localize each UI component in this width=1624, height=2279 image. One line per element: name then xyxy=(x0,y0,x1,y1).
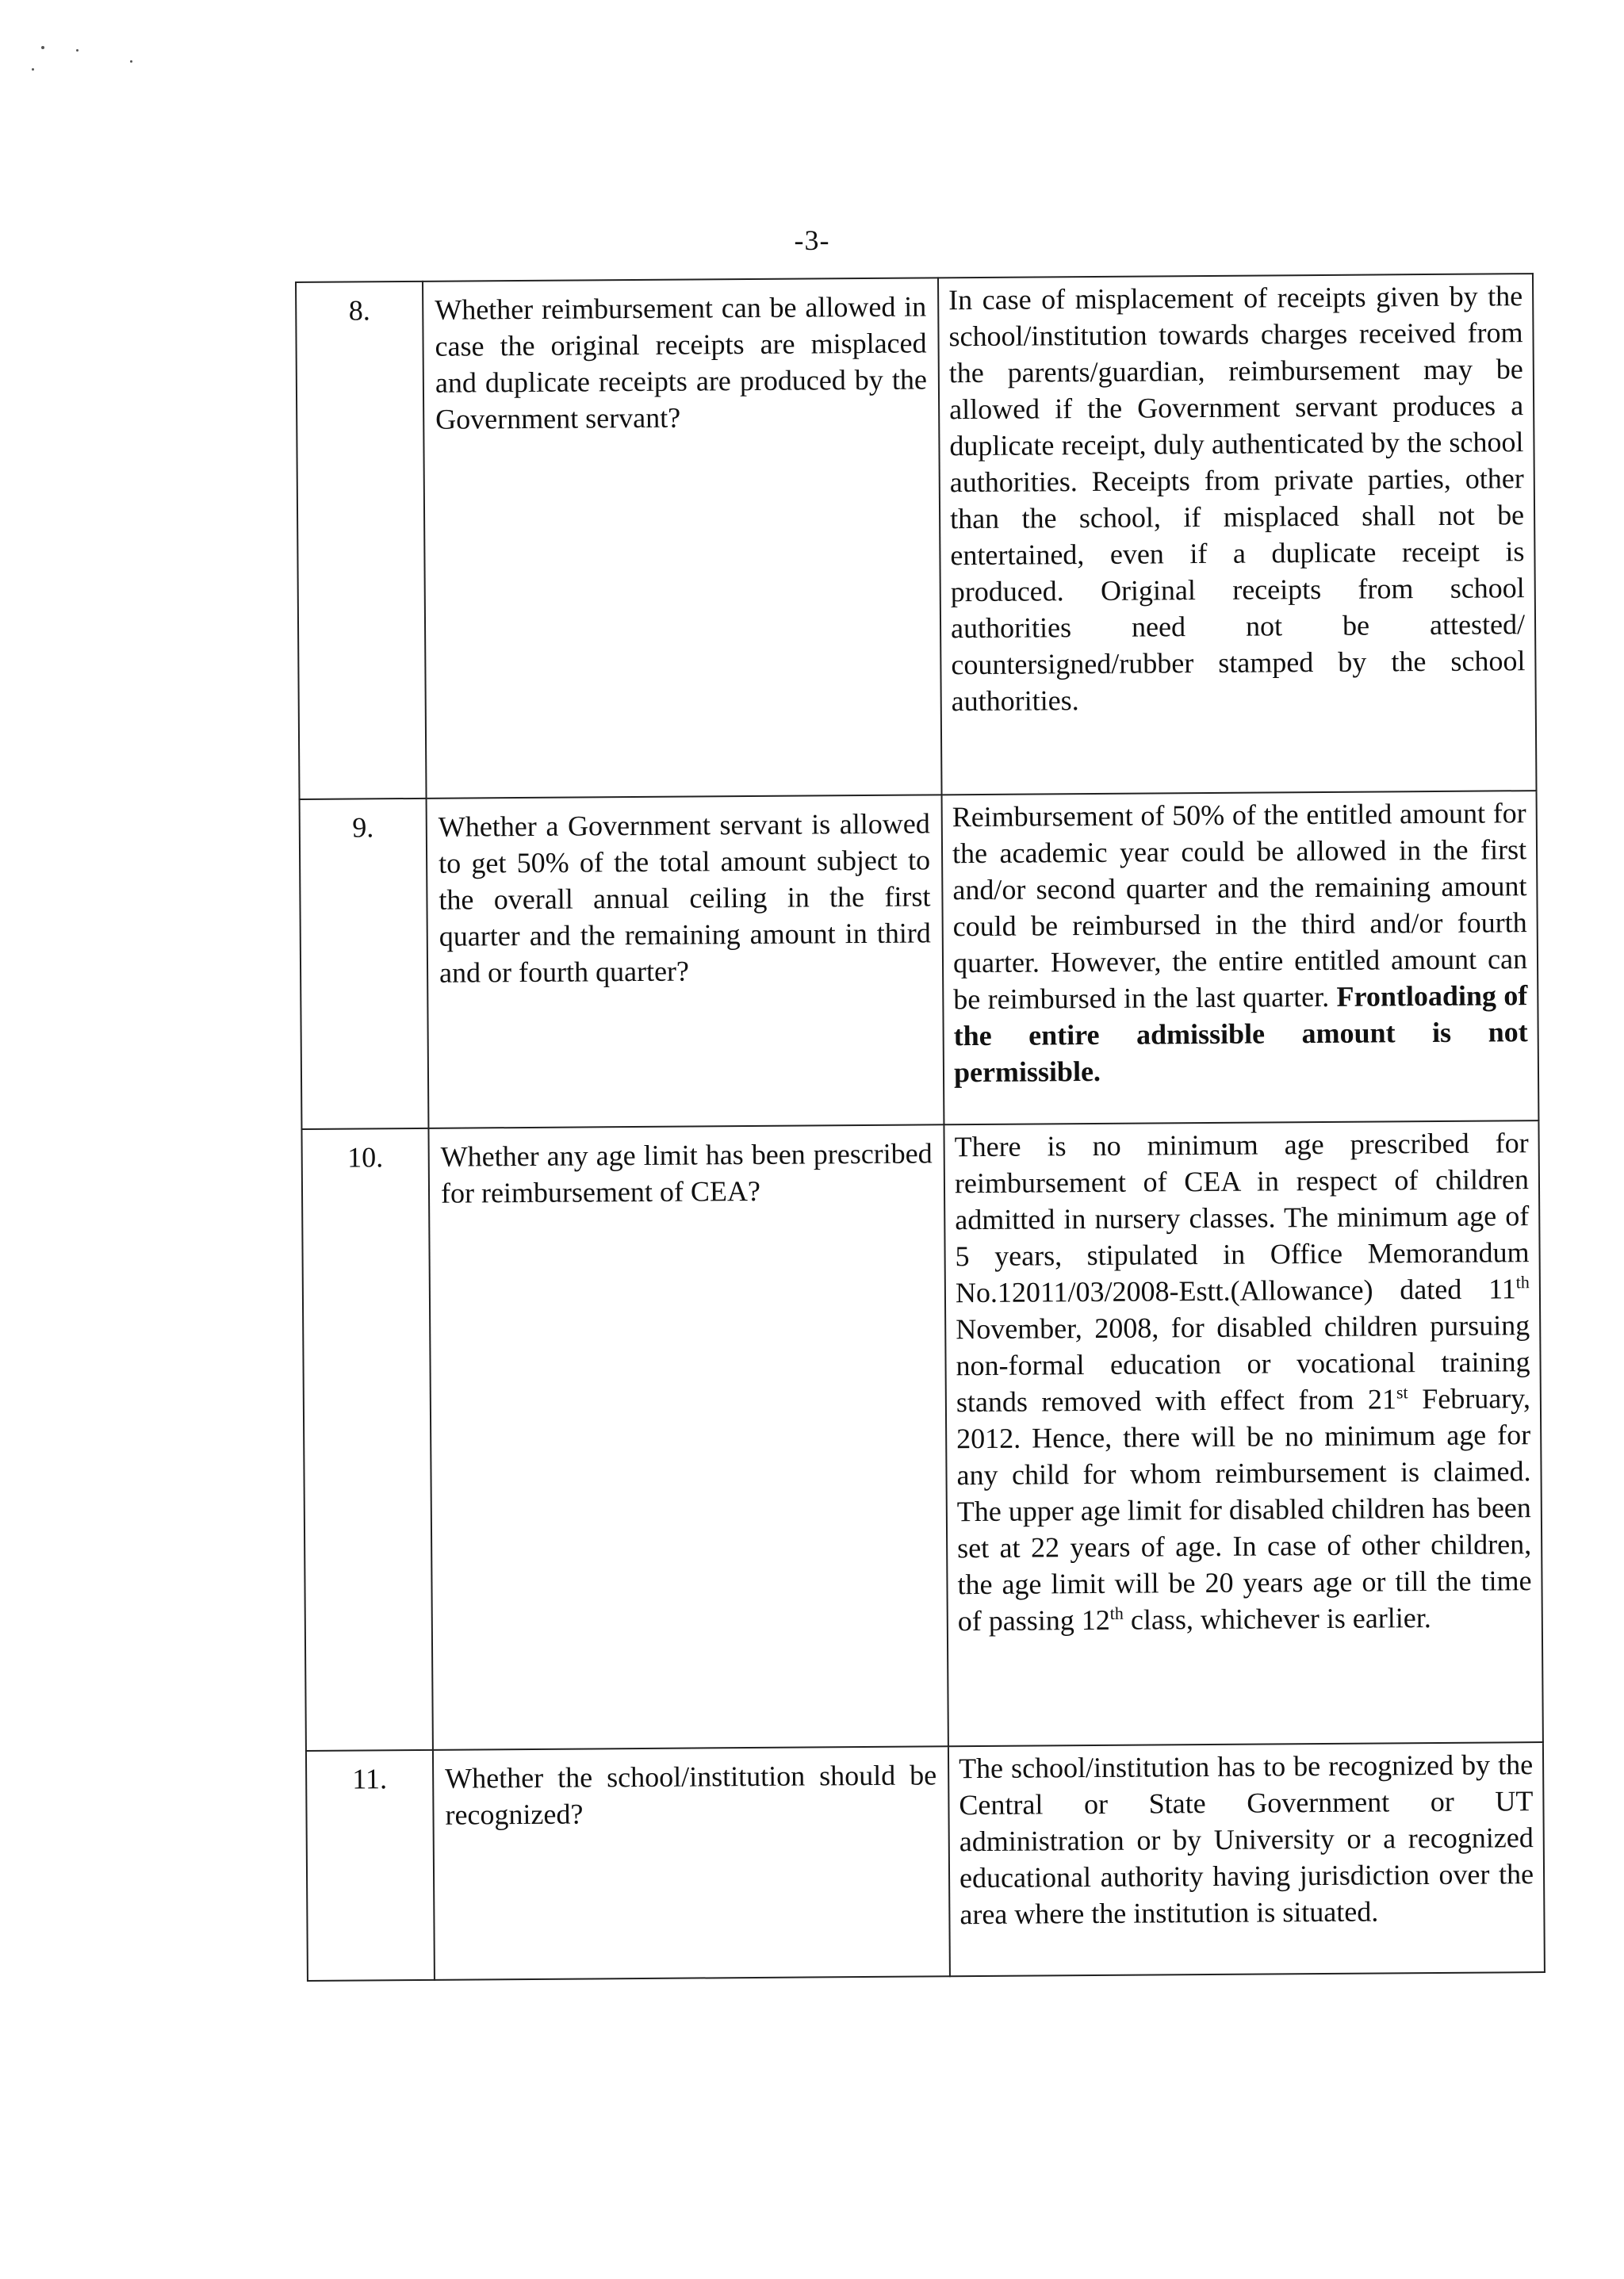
question-text: Whether any age limit has been prescribed for reimbursement of CEA? xyxy=(428,1124,948,1750)
answer-cell xyxy=(944,1120,1542,1746)
answer-bold-note: Frontloading of the entire admissible amount is not permissible. xyxy=(953,979,1528,1089)
table-row xyxy=(306,1742,1545,1981)
ordinal-suffix: th xyxy=(1515,1272,1530,1293)
question-text: Whether the school/institution should be recognized? xyxy=(433,1746,950,1980)
answer-text-part: November, 2008, for disabled children pursuing non-formal education or vocational training stands removed with effect from 21 xyxy=(956,1309,1530,1419)
question-text: Whether a Government servant is allowed to get 50% of the total amount subject to the overall annual ceiling in the first quarter and the remaining amount in third and or fourth quarter? xyxy=(427,795,944,1128)
answer-text: Reimbursement of 50% of the entitled amount for the academic year could be allowed in the first and/or second quarter and the remaining amount could be reimbursed in the third and/or fourth quarter. However, the entire entitled amount can be reimbursed in the last quarter. xyxy=(952,797,1528,1016)
scan-speck xyxy=(130,60,132,63)
table-row xyxy=(296,274,1537,799)
question-text: Whether reimbursement can be allowed in case the original receipts are misplaced and duplicate receipts are produced by the Government servant? xyxy=(423,278,942,799)
scan-speck xyxy=(32,68,34,71)
table-row xyxy=(301,1120,1542,1751)
answer-cell xyxy=(942,791,1539,1124)
ordinal-suffix: st xyxy=(1396,1382,1408,1403)
answer-text: In case of misplacement of receipts given by the school/institution towards charges received from the parents/guardian, reimbursement may be allowed if the Government servant produces a duplicate receipt, duly authenticated by the school authorities. Receipts from private parties, other than the school, if misplaced shall not be entertained, even if a duplicate receipt is produced. Original receipts from school authorities need not be attested/ countersigned/rubber stamped by the school authorities. xyxy=(938,274,1537,795)
answer-text-part: February, 2012. Hence, there will be no minimum age for any child for whom reimbursement is claimed. The upper age limit for disabled children has been set at 22 years of age. In case of other children, the age limit will be 20 years age or till the time of passing 12 xyxy=(956,1382,1532,1637)
row-number: 9. xyxy=(300,799,429,1129)
answer-text: The school/institution has to be recognized by the Central or State Government or UT administration or by University or a recognized educational authority having jurisdiction over the area where the institution is situated. xyxy=(948,1742,1545,1976)
page-number: -3- xyxy=(794,224,830,256)
row-number: 11. xyxy=(306,1750,435,1981)
scan-speck xyxy=(41,46,44,49)
answer-text-part: class, whichever is earlier. xyxy=(1123,1602,1431,1636)
scan-speck xyxy=(76,49,79,52)
row-number: 8. xyxy=(296,282,427,799)
ordinal-suffix: th xyxy=(1109,1603,1124,1623)
answer-text-part: There is no minimum age prescribed for reimbursement of CEA in respect of children admitted in nursery classes. The minimum age of 5 years, stipulated in Office Memorandum No.12011/03/2008-Estt.(Allowance) dated 11 xyxy=(954,1127,1530,1309)
faq-table xyxy=(295,273,1545,1982)
row-number: 10. xyxy=(301,1128,432,1751)
table-row xyxy=(300,791,1539,1129)
